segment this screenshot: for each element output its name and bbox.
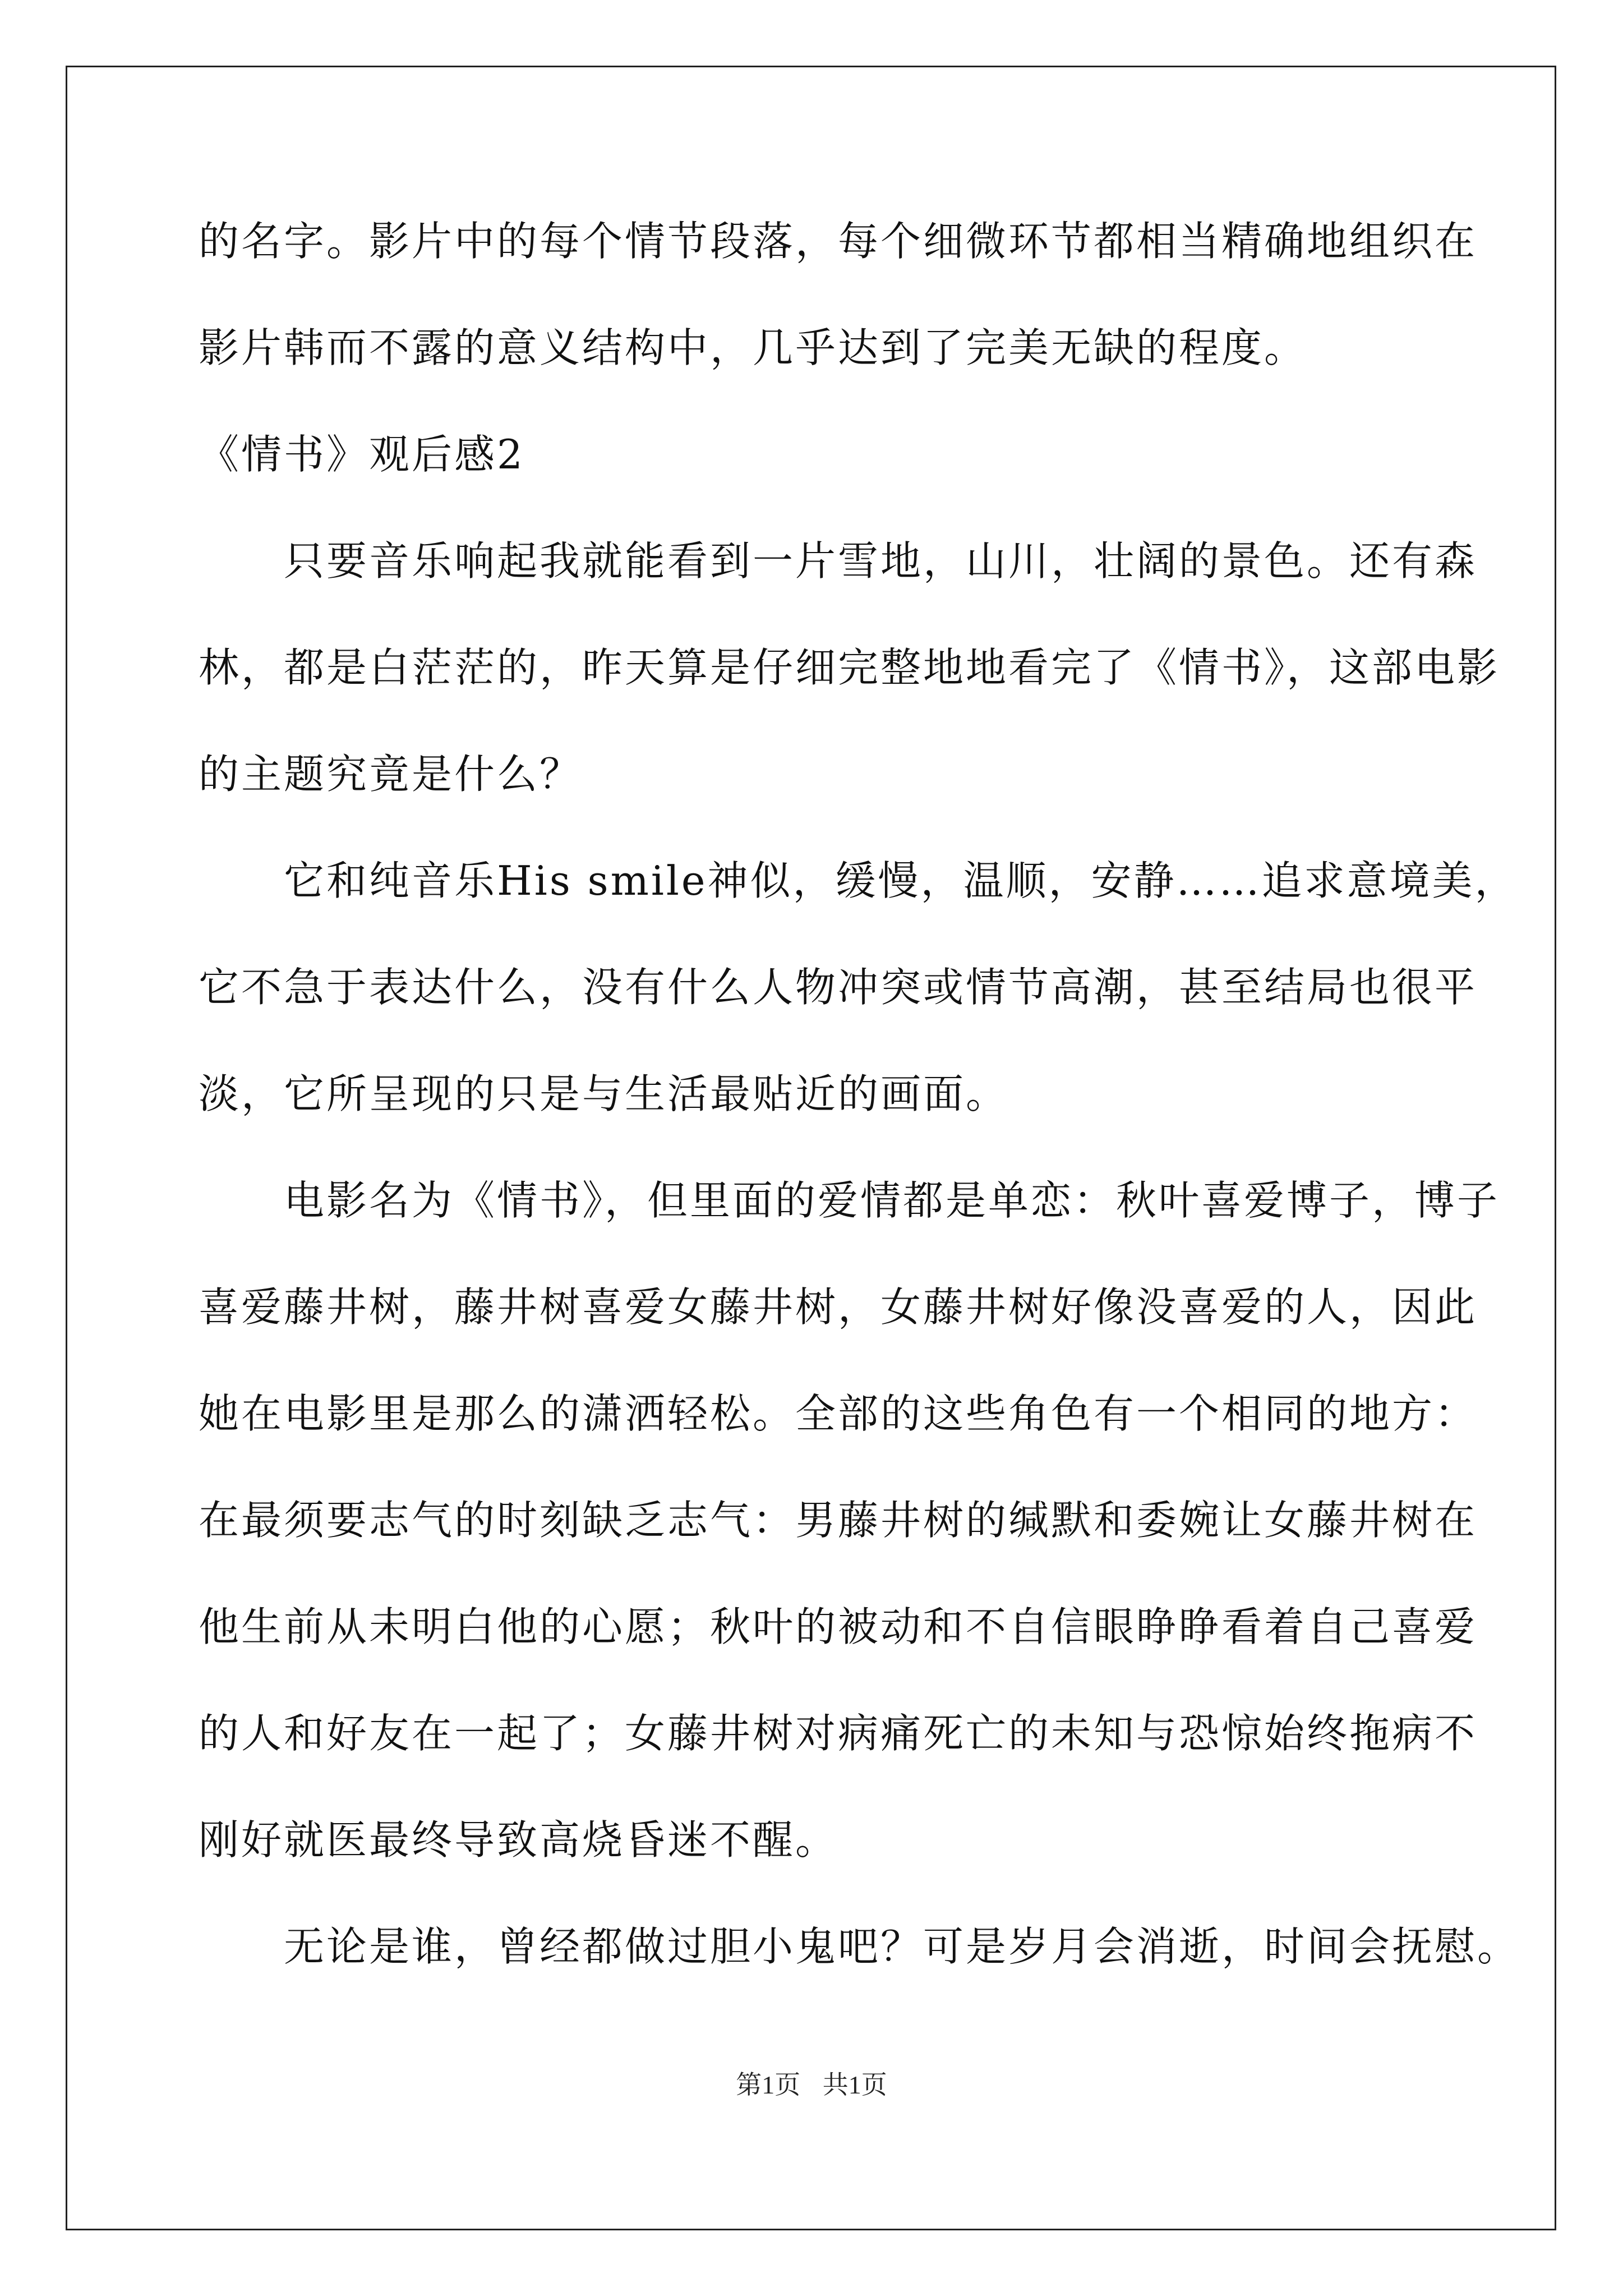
page-border: [66, 66, 1556, 2230]
page-footer: [0, 2064, 1623, 2101]
text-line: 刚好就医最终导致高烧昏迷不醒。: [199, 1816, 838, 1864]
text-line: 影片韩而不露的意义结构中，几乎达到了完美无缺的程度。: [199, 324, 1307, 371]
text-line: 无论是谁，曾经都做过胆小鬼吧？可是岁月会消逝，时间会抚慰。: [199, 1923, 1520, 1970]
page-total: 共1页: [822, 2070, 887, 2099]
text-line: 它和纯音乐His smile神似，缓慢，温顺，安静……追求意境美，: [199, 857, 1518, 904]
text-line: 的名字。影片中的每个情节段落，每个细微环节都相当精确地组织在: [199, 218, 1478, 265]
text-line: 它不急于表达什么，没有什么人物冲突或情节高潮，甚至结局也很平: [199, 964, 1478, 1011]
text-line: 在最须要志气的时刻缺乏志气：男藤井树的缄默和委婉让女藤井树在: [199, 1497, 1478, 1544]
text-line: 喜爱藤井树，藤井树喜爱女藤井树，女藤井树好像没喜爱的人，因此: [199, 1283, 1478, 1331]
text-line: 他生前从未明白他的心愿；秋叶的被动和不自信眼睁睁看着自己喜爱: [199, 1603, 1478, 1650]
text-line: 只要音乐响起我就能看到一片雪地，山川，壮阔的景色。还有森: [199, 537, 1478, 585]
text-line: 电影名为《情书》，但里面的爱情都是单恋：秋叶喜爱博子，博子: [199, 1177, 1500, 1224]
page-number: 第1页: [736, 2070, 801, 2099]
text-line: 的人和好友在一起了；女藤井树对病痛死亡的未知与恐惊始终拖病不: [199, 1710, 1478, 1757]
text-line: 她在电影里是那么的潇洒轻松。全部的这些角色有一个相同的地方：: [199, 1390, 1478, 1437]
text-line: 的主题究竟是什么？: [199, 751, 583, 798]
text-line: 淡，它所呈现的只是与生活最贴近的画面。: [199, 1070, 1009, 1117]
text-line: 林，都是白茫茫的，昨天算是仔细完整地地看完了《情书》，这部电影: [199, 644, 1500, 691]
section-heading: 《情书》观后感2: [199, 431, 525, 478]
